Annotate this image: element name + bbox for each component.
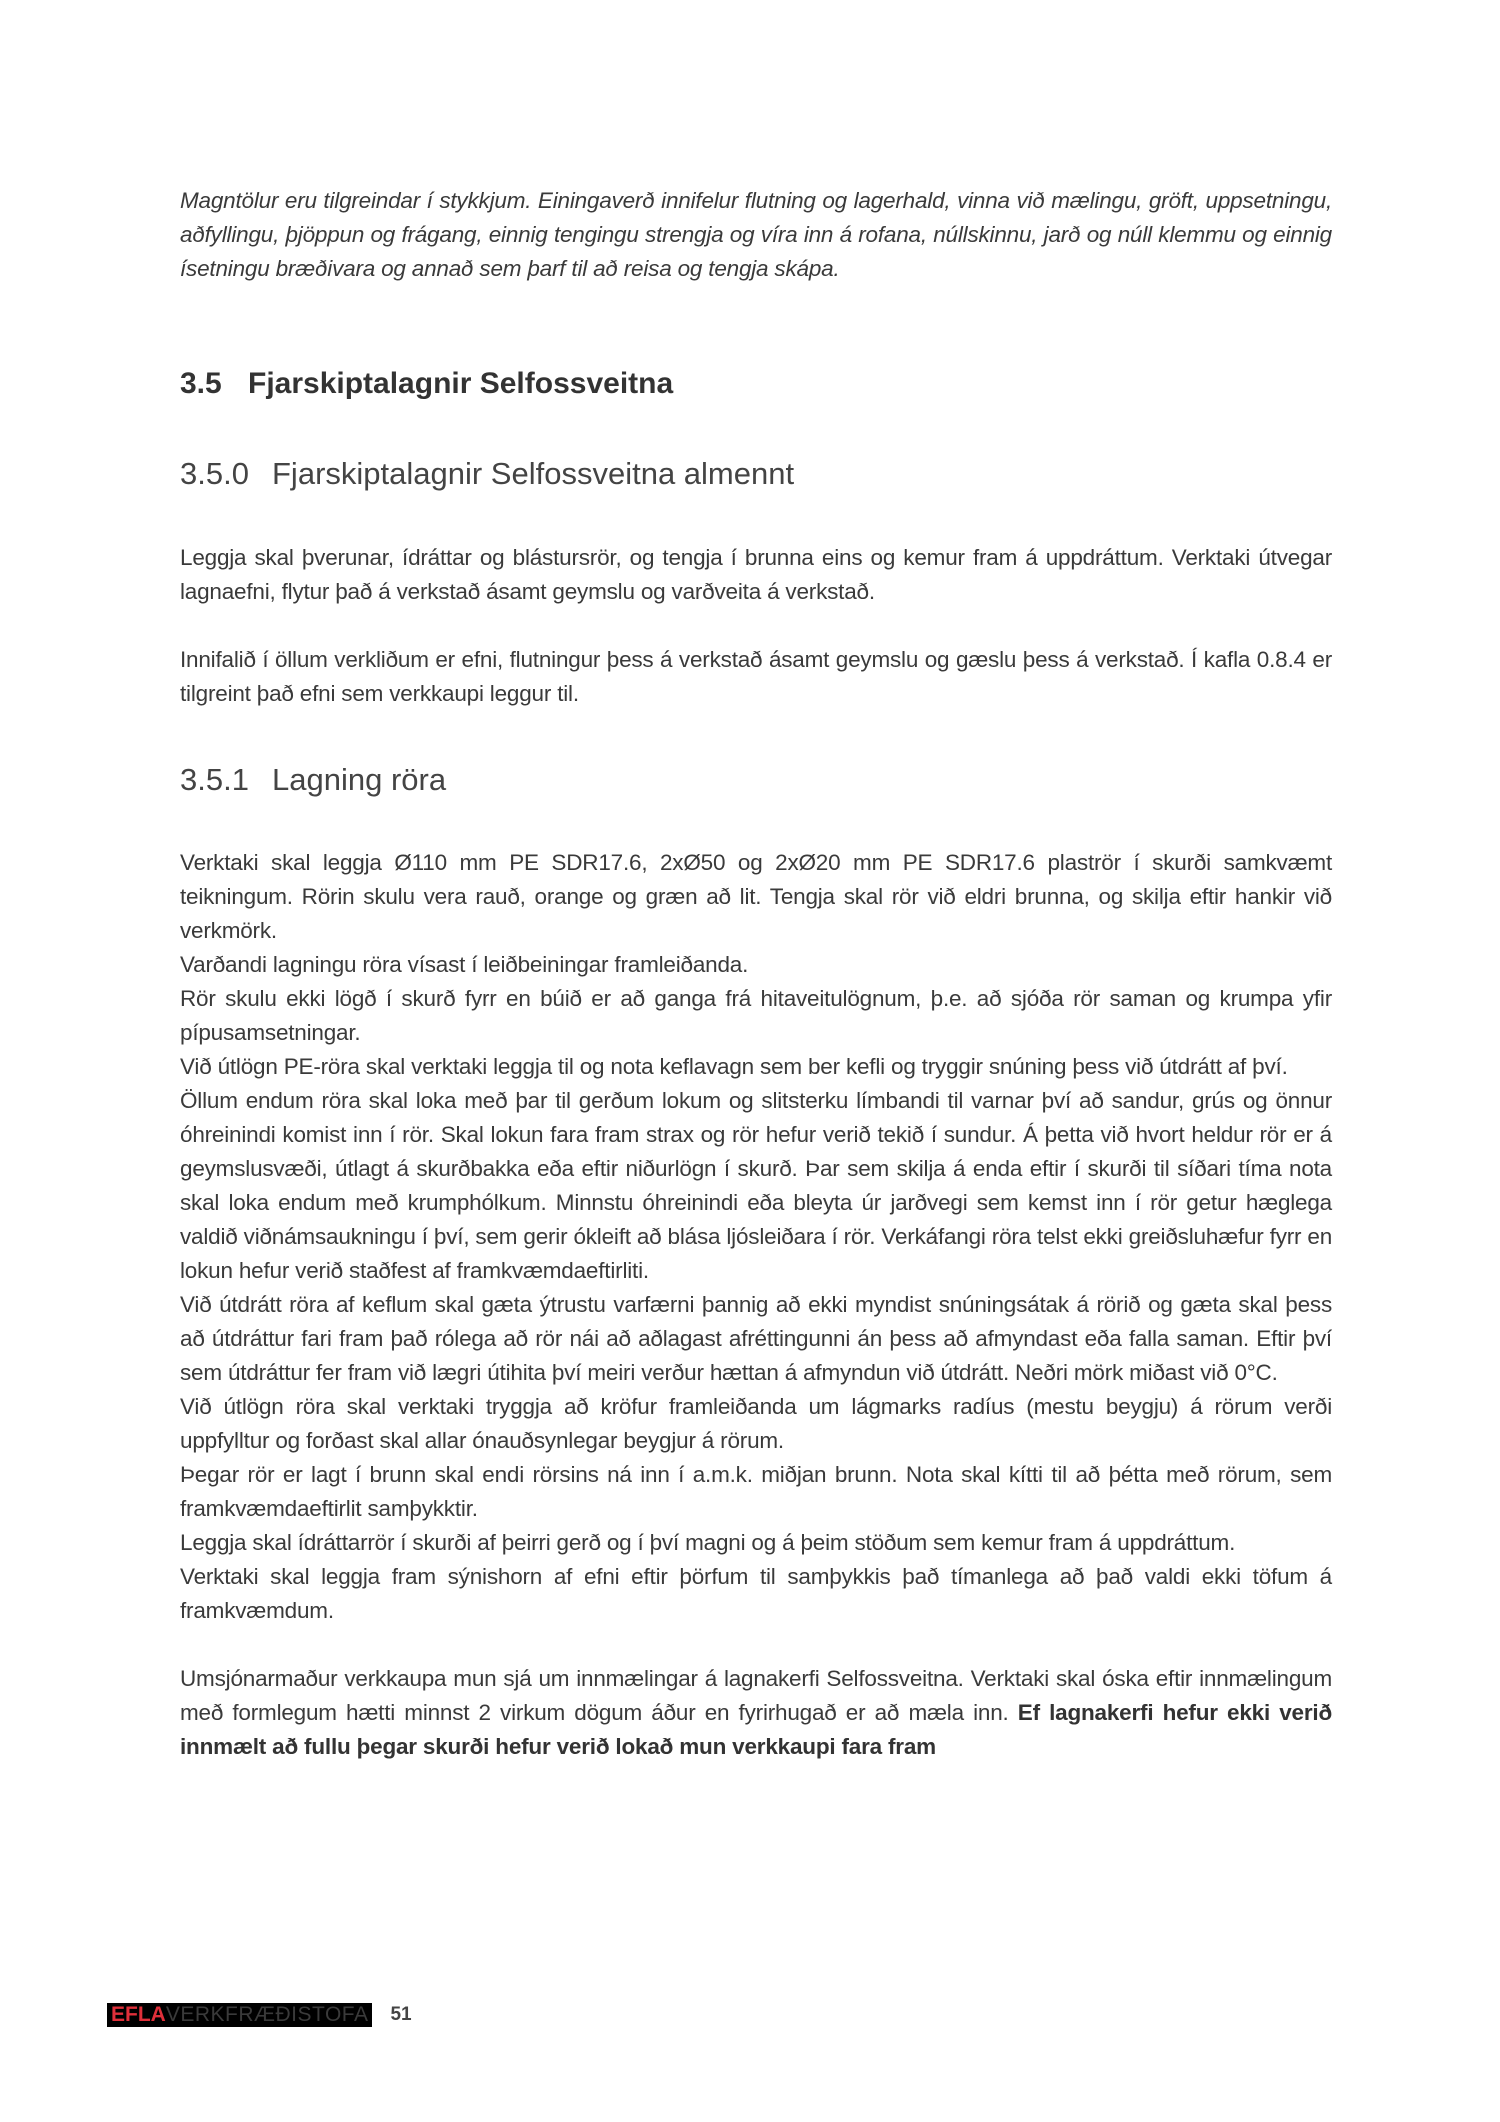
section-3-5-1-body xyxy=(180,846,1332,1764)
section-title: Fjarskiptalagnir Selfossveitna almennt xyxy=(272,456,795,491)
paragraph: Rör skulu ekki lögð í skurð fyrr en búið er að ganga frá hitaveitulögnum, þ.e. að sjóða rör saman og krumpa yfir pípusamsetningar. xyxy=(180,986,1332,1045)
section-3-5-heading xyxy=(180,367,1332,401)
paragraph: Leggja skal þverunar, ídráttar og blástursrör, og tengja í brunna eins og kemur fram á uppdráttum. Verktaki útvegar lagnaefni, flytur það á verkstað ásamt geymslu og varðveita á verkstað. xyxy=(180,545,1332,604)
section-title: Fjarskiptalagnir Selfossveitna xyxy=(248,367,674,400)
section-number: 3.5.1 xyxy=(180,762,249,797)
logo-brand: EFLA xyxy=(111,2003,166,2026)
paragraph: Við útdrátt röra af keflum skal gæta ýtrustu varfærni þannig að ekki myndist snúningsátak á rörið og gæta skal þess að útdráttur fari fram það rólega að rör nái að aðlagast afréttingunni án þess að afmyndast eða falla saman. Eftir því sem útdráttur fer fram við lægri útihita því meiri verður hættan á afmyndun við útdrátt. Neðri mörk miðast við 0°C. xyxy=(180,1292,1332,1385)
final-paragraph-bold: Ef lagnakerfi hefur ekki verið innmælt að fullu þegar skurði hefur verið lokað mun verkkaupi fara fram xyxy=(180,1700,1332,1759)
paragraph: Verktaki skal leggja fram sýnishorn af efni eftir þörfum til samþykkis það tímanlega að það valdi ekki töfum á framkvæmdum. xyxy=(180,1564,1332,1623)
final-paragraph xyxy=(180,1662,1332,1764)
logo-text: VERKFRÆÐISTOFA xyxy=(165,2003,369,2026)
final-paragraph-normal: Umsjónarmaður verkkaupa mun sjá um innmælingar á lagnakerfi Selfossveitna. Verktaki skal óska eftir innmælingum með formlegum hætti minnst 2 virkum dögum áður en fyrirhugað er að mæla inn. xyxy=(180,1666,1332,1725)
paragraph: Verktaki skal leggja Ø110 mm PE SDR17.6, 2xØ50 og 2xØ20 mm PE SDR17.6 plaströr í skurði samkvæmt teikningum. Rörin skulu vera rauð, orange og græn að lit. Tengja skal rör við eldri brunna, og skilja eftir hankir við verkmörk. xyxy=(180,850,1332,943)
paragraph: Innifalið í öllum verkliðum er efni, flutningur þess á verkstað ásamt geymslu og gæslu þess á verkstað. Í kafla 0.8.4 er tilgreint það efni sem verkkaupi leggur til. xyxy=(180,647,1332,706)
section-3-5-0-heading xyxy=(180,456,1332,492)
efla-logo xyxy=(107,2003,372,2027)
page-number: 51 xyxy=(390,2004,412,2025)
section-3-5-0-body xyxy=(180,541,1332,711)
section-3-5-1-heading xyxy=(180,762,1332,798)
intro-text: Magntölur eru tilgreindar í stykkjum. Einingaverð innifelur flutning og lagerhald, vinna við mælingu, gröft, uppsetningu, aðfyllingu, þjöppun og frágang, einnig tengingu strengja og víra inn á rofana, núllskinnu, jarð og núll klemmu og einnig ísetningu bræðivara og annað sem þarf til að reisa og tengja skápa. xyxy=(180,188,1332,281)
section-title: Lagning röra xyxy=(272,762,447,797)
paragraph: Við útlögn röra skal verktaki tryggja að kröfur framleiðanda um lágmarks radíus (mestu beygju) á rörum verði uppfylltur og forðast skal allar ónauðsynlegar beygjur á rörum. xyxy=(180,1394,1332,1453)
paragraph: Öllum endum röra skal loka með þar til gerðum lokum og slitsterku límbandi til varnar því að sandur, grús og önnur óhreinindi komist inn í rör. Skal lokun fara fram strax og rör hefur verið tekið í sundur. Á þetta við hvort heldur rör er á geymslusvæði, útlagt á skurðbakka eða eftir niðurlögn í skurð. Þar sem skilja á enda eftir í skurði til síðari tíma nota skal loka endum með krumphólkum. Minnstu óhreinindi eða bleyta úr jarðvegi sem kemst inn í rör getur hæglega valdið viðnámsaukningu í því, sem gerir ókleift að blása ljósleiðara í rör. Verkáfangi röra telst ekki greiðsluhæfur fyrr en lokun hefur verið staðfest af framkvæmdaeftirliti. xyxy=(180,1088,1333,1283)
paragraph: Leggja skal ídráttarrör í skurði af þeirri gerð og í því magni og á þeim stöðum sem kemur fram á uppdráttum. xyxy=(180,1530,1236,1555)
section-number: 3.5 xyxy=(180,367,222,400)
paragraph: Þegar rör er lagt í brunn skal endi rörsins ná inn í a.m.k. miðjan brunn. Nota skal kítti til að þétta með rörum, sem framkvæmdaeftirlit samþykktir. xyxy=(180,1462,1332,1521)
page-footer xyxy=(107,2003,412,2027)
paragraph: Varðandi lagningu röra vísast í leiðbeiningar framleiðanda. xyxy=(180,952,749,977)
section-number: 3.5.0 xyxy=(180,456,249,491)
intro-paragraph xyxy=(180,184,1332,286)
paragraph: Við útlögn PE-röra skal verktaki leggja til og nota keflavagn sem ber kefli og tryggir snúning þess við útdrátt af því. xyxy=(180,1054,1288,1079)
